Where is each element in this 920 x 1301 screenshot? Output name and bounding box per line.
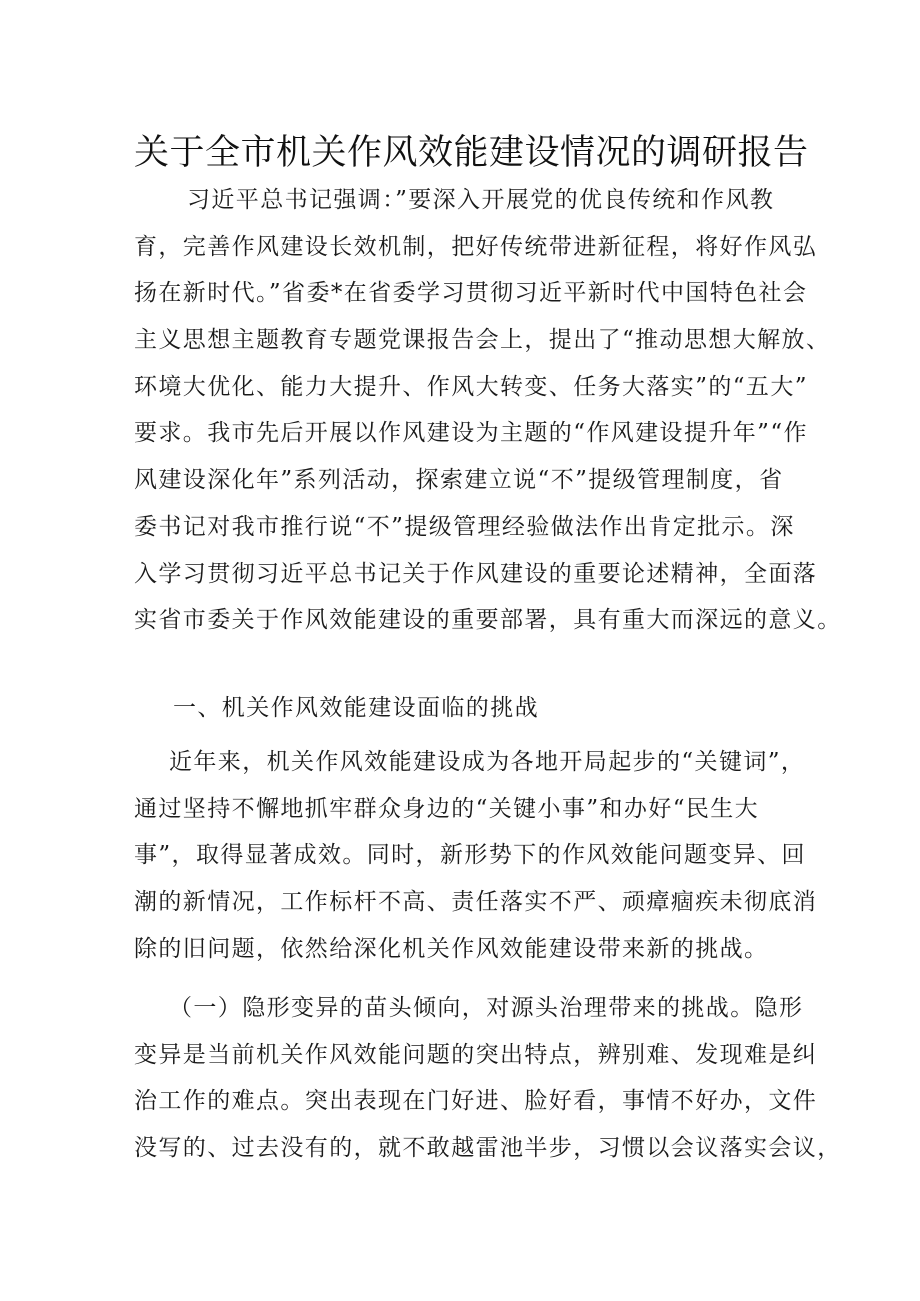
paragraph-line: 入学习贯彻习近平总书记关于作风建设的重要论述精神，全面落 [134, 560, 818, 587]
document-title: 关于全市机关作风效能建设情况的调研报告 [134, 133, 809, 173]
paragraph-intro [134, 177, 842, 644]
paragraph-line: 扬在新时代。”省委*在省委学习贯彻习近平新时代中国特色社会 [134, 280, 808, 307]
paragraph-line: 育，完善作风建设长效机制，把好传统带进新征程，将好作风弘 [134, 233, 818, 260]
paragraph-challenges [134, 739, 818, 972]
paragraph-line: 要求。我市先后开展以作风建设为主题的“作风建设提升年”“作 [134, 420, 808, 447]
paragraph-subsection-1 [134, 985, 842, 1172]
paragraph-line: 风建设深化年”系列活动，探索建立说“不”提级管理制度，省 [134, 467, 784, 494]
paragraph-line: 近年来，机关作风效能建设成为各地开局起步的“关键词”， [169, 749, 806, 775]
paragraph-line: 通过坚持不懈地抓牢群众身边的“关键小事”和办好“民生大 [134, 795, 760, 822]
paragraph-line: 实省市委关于作风效能建设的重要部署，具有重大而深远的意义。 [134, 607, 842, 634]
paragraph-line: 事”，取得显著成效。同时，新形势下的作风效能问题变异、回 [134, 842, 806, 869]
paragraph-line: 变异是当前机关作风效能问题的突出特点，辨别难、发现难是纠 [134, 1041, 818, 1068]
paragraph-line: （一）隐形变异的苗头倾向，对源头治理带来的挑战。隐形 [169, 995, 804, 1021]
paragraph-line: 委书记对我市推行说“不”提级管理经验做法作出肯定批示。深 [134, 513, 795, 540]
paragraph-line: 治工作的难点。突出表现在门好进、脸好看，事情不好办，文件 [134, 1088, 818, 1115]
paragraph-line: 除的旧问题，依然给深化机关作风效能建设带来新的挑战。 [134, 935, 769, 962]
paragraph-line: 没写的、过去没有的，就不敢越雷池半步，习惯以会议落实会议， [134, 1135, 842, 1162]
section-heading: 一、机关作风效能建设面临的挑战 [173, 695, 539, 721]
paragraph-line: 潮的新情况，工作标杆不高、责任落实不严、顽瘴痼疾未彻底消 [134, 889, 818, 916]
paragraph-line: 习近平总书记强调：”要深入开展党的优良传统和作风教 [187, 187, 775, 213]
paragraph-line: 环境大优化、能力大提升、作风大转变、任务大落实”的“五大” [134, 373, 808, 400]
paragraph-line: 主义思想主题教育专题党课报告会上，提出了“推动思想大解放、 [134, 327, 831, 354]
